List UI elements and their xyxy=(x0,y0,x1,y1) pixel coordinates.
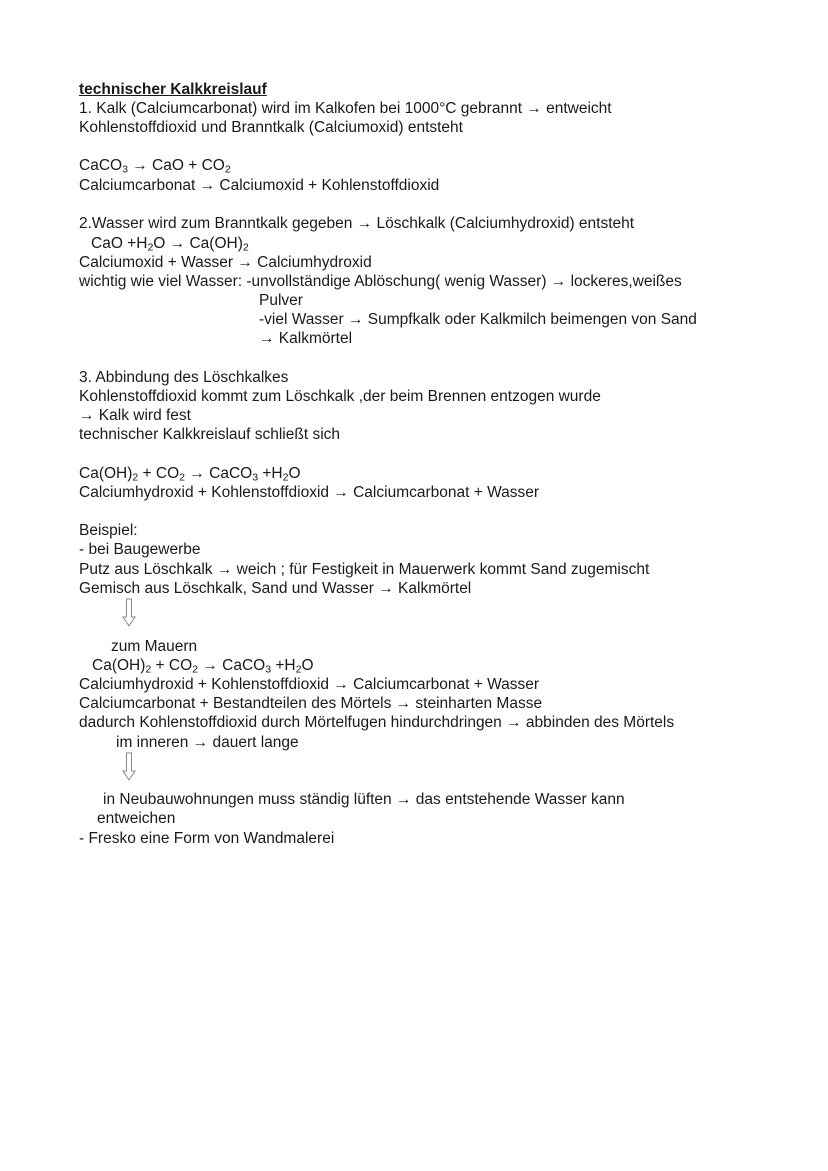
step3-equation-words: Calciumhydroxid + Kohlenstoffdioxid → Calciumcarbonat + Wasser xyxy=(79,484,540,501)
step3-line4: technischer Kalkkreislauf schließt sich xyxy=(79,426,341,443)
step2-wichtig: wichtig wie viel Wasser: -unvollständige Ablöschung( wenig Wasser) → lockeres,weißes xyxy=(79,273,682,290)
example-inneren: im inneren → dauert lange xyxy=(116,734,299,751)
step3-equation: $Ca(OH)_2 + CO_2$ → CaCO$_3$ $+H_2O$ xyxy=(79,465,301,484)
example-dadurch: dadurch Kohlenstoffdioxid durch Mörtelfugen hindurchdringen → abbinden des Mörtels xyxy=(79,714,675,731)
example-label: Beispiel: xyxy=(79,522,138,539)
example-entweichen: entweichen xyxy=(97,810,176,827)
step2-kalkmoertel: → Kalkmörtel xyxy=(259,330,353,347)
example-equation-words: Calciumhydroxid + Kohlenstoffdioxid → Calciumcarbonat + Wasser xyxy=(79,676,540,693)
example-fresko: - Fresko eine Form von Wandmalerei xyxy=(79,830,335,847)
step1-line1: 1. Kalk (Calciumcarbonat) wird im Kalkofen bei 1000°C gebrannt → entweicht xyxy=(79,100,612,117)
step1-line2: Kohlenstoffdioxid und Branntkalk (Calciumoxid) entsteht xyxy=(79,119,463,136)
example-equation: $Ca(OH)_2 + CO_2$ → CaCO$_3$ $+H_2O$ xyxy=(92,657,314,676)
down-arrow-icon xyxy=(121,752,137,782)
document-title: technischer Kalkkreislauf xyxy=(79,81,267,98)
example-mauern: zum Mauern xyxy=(111,638,198,655)
step2-equation: CaO $+H_2O \to Ca(OH)_2$ xyxy=(91,235,249,254)
example-putz: Putz aus Löschkalk → weich ; für Festigkeit in Mauerwerk kommt Sand zugemischt xyxy=(79,561,650,578)
step2-viel-wasser: -viel Wasser → Sumpfkalk oder Kalkmilch beimengen von Sand xyxy=(259,311,697,328)
step2-line1: 2.Wasser wird zum Branntkalk gegeben → Löschkalk (Calciumhydroxid) entsteht xyxy=(79,215,635,232)
step1-equation: CaCO$_3$ → CaO + $CO_2$ xyxy=(79,157,231,176)
step3-line2: Kohlenstoffdioxid kommt zum Löschkalk ,der beim Brennen entzogen wurde xyxy=(79,388,601,405)
step3-line1: 3. Abbindung des Löschkalkes xyxy=(79,369,289,386)
example-neubau: in Neubauwohnungen muss ständig lüften → das entstehende Wasser kann xyxy=(103,791,625,808)
down-arrow-icon xyxy=(121,598,137,628)
step2-equation-words: Calciumoxid + Wasser → Calciumhydroxid xyxy=(79,254,372,271)
example-gemisch: Gemisch aus Löschkalk, Sand und Wasser → Kalkmörtel xyxy=(79,580,472,597)
example-baugewerbe: - bei Baugewerbe xyxy=(79,541,201,558)
example-bestandteile: Calciumcarbonat + Bestandteilen des Mörtels → steinharten Masse xyxy=(79,695,543,712)
step1-equation-words: Calciumcarbonat → Calciumoxid + Kohlenstoffdioxid xyxy=(79,177,440,194)
step3-line3: → Kalk wird fest xyxy=(79,407,191,424)
step2-pulver: Pulver xyxy=(259,292,303,309)
